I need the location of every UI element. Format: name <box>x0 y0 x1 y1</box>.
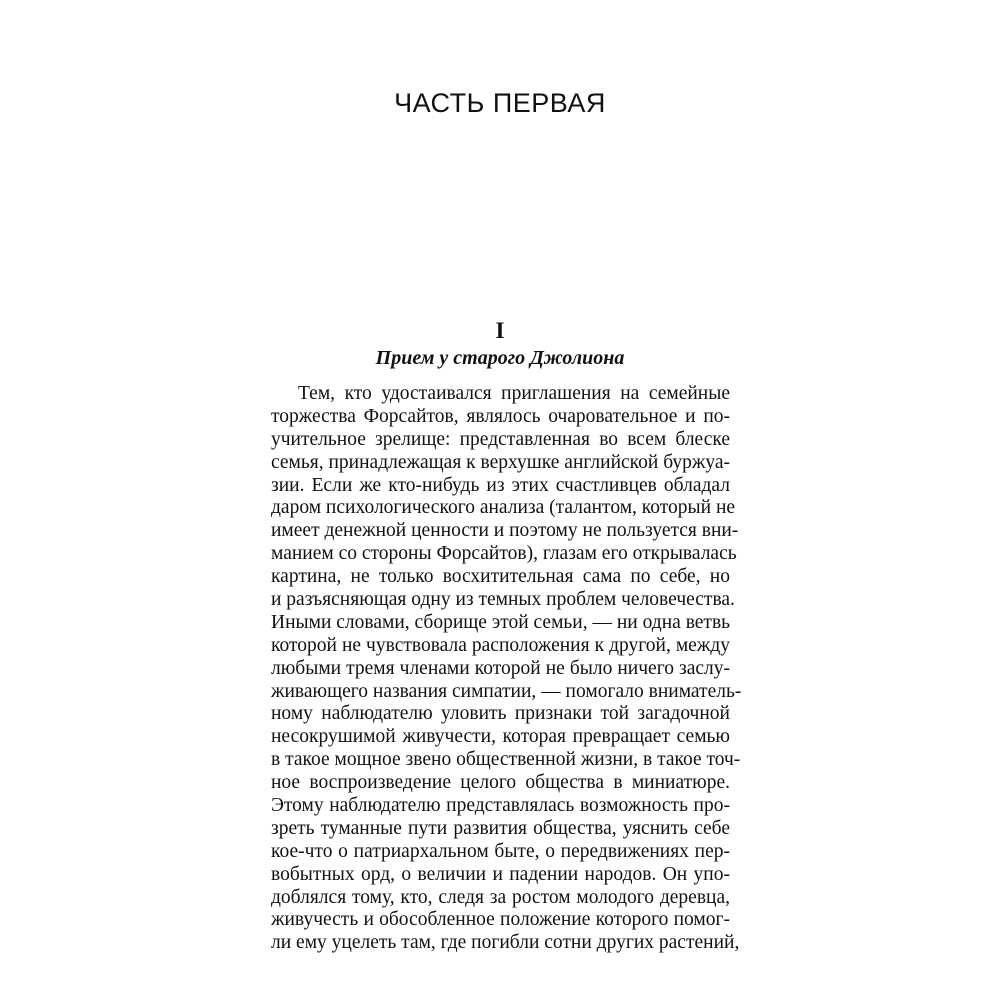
part-title: ЧАСТЬ ПЕРВАЯ <box>394 88 606 118</box>
text-line: зреть туманные пути развития общества, уяснить себе <box>271 817 730 839</box>
text-line: несокрушимой живучести, которая превращает семью <box>271 726 730 748</box>
text-line: доблялся тому, кто, следя за ростом молодого деревца, <box>271 886 730 908</box>
text-line: в такое мощное звено общественной жизни, в такое точ- <box>271 749 741 771</box>
body-text <box>271 383 742 955</box>
text-line: ному наблюдателю уловить признаки той загадочной <box>271 703 730 725</box>
text-line: живучесть и обособленное положение которого помог- <box>271 909 730 931</box>
chapter-number: I <box>495 318 505 343</box>
chapter-title: Прием у старого Джолиона <box>375 347 625 369</box>
text-line: и разъясняющая одну из темных проблем человечества. <box>271 589 735 611</box>
text-line: учительное зрелище: представленная во всем блеске <box>271 428 730 450</box>
text-line: манием со стороны Форсайтов), глазам его открывалась <box>271 543 737 565</box>
text-line: зии. Если же кто-нибудь из этих счастливцев обладал <box>271 474 730 496</box>
text-line: вобытных орд, о величии и падении народов. Он упо- <box>271 863 730 885</box>
text-line: ли ему уцелеть там, где погибли сотни других растений, <box>271 932 740 954</box>
text-line: которой не чувствовала расположения к другой, между <box>271 634 730 656</box>
text-line: даром психологического анализа (талантом, который не <box>271 497 736 519</box>
text-line: ное воспроизведение целого общества в миниатюре. <box>271 772 730 794</box>
text-line: имеет денежной ценности и поэтому не пользуется вни- <box>271 520 739 542</box>
text-line: семья, принадлежащая к верхушке английской буржуа- <box>271 451 730 473</box>
text-line: живающего названия симпатии, — помогало вниматель- <box>271 680 742 702</box>
text-line: кое-что о патриархальном быте, о передвижениях пер- <box>271 840 730 862</box>
text-line: любыми тремя членами которой не было ничего заслу- <box>271 657 730 679</box>
text-line: Этому наблюдателю представлялась возможность про- <box>271 795 730 817</box>
text-line: торжества Форсайтов, являлось очаровательное и по- <box>271 405 730 427</box>
text-line: картина, не только восхитительная сама по себе, но <box>271 566 730 588</box>
text-line: Иными словами, сборище этой семьи, — ни одна ветвь <box>271 611 731 633</box>
text-line: Тем, кто удостаивался приглашения на семейные <box>298 383 730 404</box>
